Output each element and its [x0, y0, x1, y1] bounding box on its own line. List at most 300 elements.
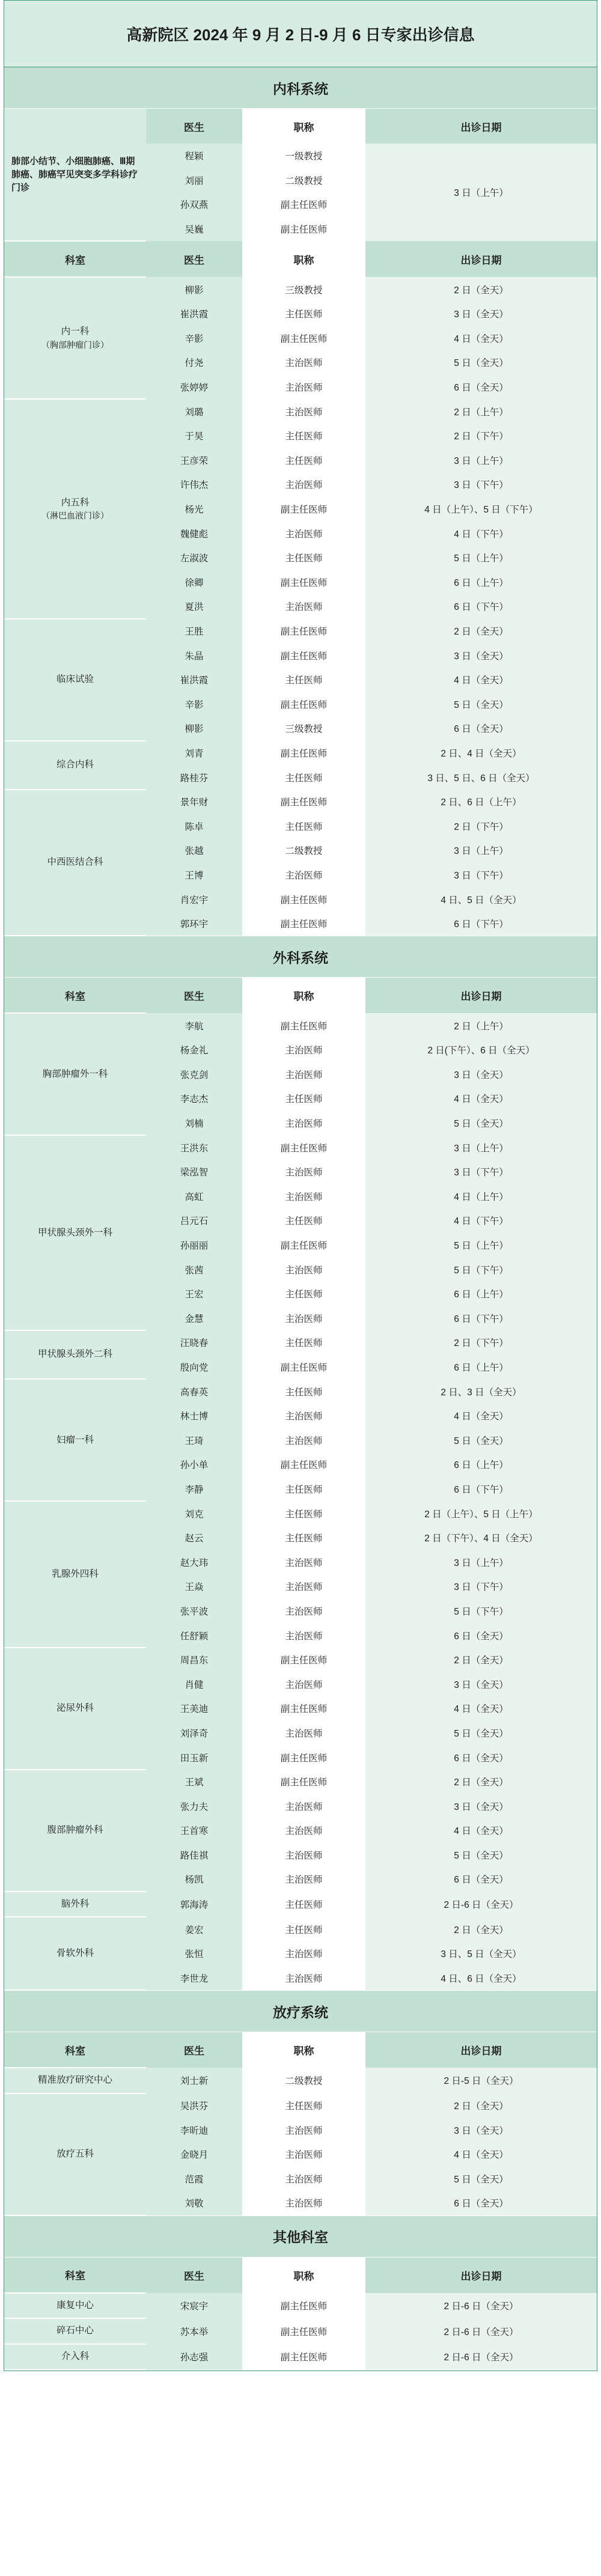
- position-cell: 主治医师: [242, 1404, 365, 1428]
- doctor-cell: 肖宏宇: [146, 887, 242, 912]
- department-cell: [4, 2093, 146, 2215]
- table-row: [4, 2318, 597, 2344]
- position-cell: 主治医师: [242, 1038, 365, 1062]
- doctor-cell: 任舒颖: [146, 1623, 242, 1648]
- doctor-cell: 辛影: [146, 692, 242, 716]
- section-title: 其他科室: [4, 2216, 597, 2258]
- header-date: 出诊日期: [365, 109, 597, 144]
- doctor-cell: 高春英: [146, 1379, 242, 1404]
- table-row: [4, 1892, 597, 1917]
- table-row: [4, 2344, 597, 2370]
- department-cell: [4, 2068, 146, 2093]
- department-name: 精准放疗研究中心: [37, 2075, 112, 2086]
- date-cell: 6 日（全天）: [365, 1867, 597, 1892]
- position-cell: 主治医师: [242, 2118, 365, 2142]
- doctor-cell: 魏健彪: [146, 521, 242, 546]
- department-name: 骨软外科: [56, 1948, 94, 1959]
- date-cell: 2 日（上午）: [365, 1013, 597, 1038]
- date-cell: 3 日（全天）: [365, 1794, 597, 1818]
- department-name: 内一科: [61, 326, 90, 337]
- header-row: [4, 241, 597, 277]
- department-name: 乳腺外四科: [52, 1568, 99, 1579]
- doctor-cell: 张克剑: [146, 1062, 242, 1087]
- department-name: 中西医结合科: [47, 857, 103, 868]
- header-dept: 科室: [4, 978, 146, 1013]
- date-cell: 5 日（上午）: [365, 1233, 597, 1258]
- header-row: [4, 2258, 597, 2293]
- date-cell: 6 日（全天）: [365, 1623, 597, 1648]
- position-cell: 主治医师: [242, 2142, 365, 2167]
- position-cell: 主治医师: [242, 2191, 365, 2215]
- header-doctor: 医生: [146, 978, 242, 1013]
- header-row: [4, 2032, 597, 2068]
- doctor-cell: 王美迪: [146, 1696, 242, 1721]
- department-name: 妇瘤一科: [56, 1434, 94, 1445]
- date-cell: 6 日（下午）: [365, 1477, 597, 1502]
- date-cell: 2 日-6 日（全天）: [365, 2318, 597, 2344]
- doctor-cell: 孙丽丽: [146, 1233, 242, 1258]
- schedule-table: [4, 109, 597, 936]
- date-cell: 5 日（上午）: [365, 546, 597, 570]
- position-cell: 副主任医师: [242, 1233, 365, 1258]
- date-cell: 3 日、5 日（全天）: [365, 1941, 597, 1966]
- department-cell: [4, 619, 146, 741]
- doctor-cell: 王首寒: [146, 1818, 242, 1843]
- position-cell: 副主任医师: [242, 1745, 365, 1770]
- doctor-cell: 张平波: [146, 1599, 242, 1624]
- date-cell: 5 日（全天）: [365, 350, 597, 375]
- position-cell: 副主任医师: [242, 912, 365, 936]
- doctor-cell: 张越: [146, 838, 242, 863]
- doctor-cell: 刘敬: [146, 2191, 242, 2215]
- date-cell: 4 日（全天）: [365, 1696, 597, 1721]
- doctor-cell: 苏本举: [146, 2318, 242, 2344]
- doctor-cell: 于昊: [146, 424, 242, 448]
- date-cell: 6 日（全天）: [365, 375, 597, 400]
- position-cell: 副主任医师: [242, 217, 365, 242]
- position-cell: 副主任医师: [242, 1135, 365, 1160]
- department-cell: [4, 790, 146, 936]
- date-cell: 2 日（下午）、4 日（全天）: [365, 1526, 597, 1550]
- position-cell: 三级教授: [242, 716, 365, 741]
- date-cell: 3 日（全天）: [365, 2118, 597, 2142]
- department-cell: 肺部小结节、小细胞肺癌、Ⅲ期肺癌、肺癌罕见突变多学科诊疗门诊: [4, 109, 146, 241]
- doctor-cell: 刘泽奇: [146, 1721, 242, 1746]
- department-cell: [4, 2344, 146, 2370]
- date-cell: 2 日-6 日（全天）: [365, 1892, 597, 1917]
- department-name: 脑外科: [61, 1898, 90, 1909]
- position-cell: 三级教授: [242, 277, 365, 302]
- date-cell: 6 日（下午）: [365, 594, 597, 619]
- date-cell: 2 日（上午）、5 日（上午）: [365, 1501, 597, 1526]
- doctor-cell: 杨金礼: [146, 1038, 242, 1062]
- doctor-cell: 王斌: [146, 1770, 242, 1794]
- date-cell: 2 日、3 日（全天）: [365, 1379, 597, 1404]
- position-cell: 副主任医师: [242, 497, 365, 522]
- position-cell: 主任医师: [242, 1892, 365, 1917]
- position-cell: 主治医师: [242, 1111, 365, 1136]
- position-cell: 主任医师: [242, 1917, 365, 1941]
- table-row: [4, 1013, 597, 1038]
- position-cell: 主治医师: [242, 1966, 365, 1991]
- department-name: 放疗五科: [56, 2149, 94, 2159]
- header-dept: 科室: [4, 2258, 146, 2293]
- department-name: 胸部肿瘤外一科: [42, 1068, 108, 1079]
- date-cell: 6 日（下午）: [365, 1306, 597, 1331]
- date-cell: 3 日、5 日、6 日（全天）: [365, 765, 597, 790]
- date-cell: 2 日（下午）: [365, 424, 597, 448]
- table-row: [4, 741, 597, 766]
- header-doctor: 医生: [146, 2032, 242, 2068]
- position-cell: 主治医师: [242, 1062, 365, 1087]
- doctor-cell: 刘楠: [146, 1111, 242, 1136]
- department-name: 腹部肿瘤外科: [47, 1825, 103, 1836]
- date-cell: 6 日（上午）: [365, 570, 597, 595]
- doctor-cell: 刘士新: [146, 2068, 242, 2093]
- doctor-cell: 宋宸宇: [146, 2293, 242, 2319]
- position-cell: 主治医师: [242, 1306, 365, 1331]
- position-cell: 主治医师: [242, 594, 365, 619]
- department-cell: [4, 2318, 146, 2344]
- position-cell: 主任医师: [242, 1477, 365, 1502]
- department-cell: [4, 1013, 146, 1135]
- header-date: 出诊日期: [365, 241, 597, 277]
- position-cell: 副主任医师: [242, 741, 365, 766]
- doctor-cell: 辛影: [146, 326, 242, 351]
- department-cell: [4, 1892, 146, 1917]
- position-cell: 副主任医师: [242, 2293, 365, 2319]
- header-doctor: 医生: [146, 2258, 242, 2293]
- department-cell: [4, 1917, 146, 1990]
- department-cell: [4, 277, 146, 399]
- position-cell: 主任医师: [242, 448, 365, 473]
- doctor-cell: 吕元石: [146, 1208, 242, 1233]
- position-cell: 副主任医师: [242, 1696, 365, 1721]
- department-subtitle: （胸部肿瘤门诊）: [41, 340, 109, 350]
- date-cell: 3 日（上午）: [365, 838, 597, 863]
- position-cell: 主治医师: [242, 1867, 365, 1892]
- position-cell: 主治医师: [242, 350, 365, 375]
- position-cell: 副主任医师: [242, 326, 365, 351]
- position-cell: 主任医师: [242, 814, 365, 838]
- position-cell: 二级教授: [242, 838, 365, 863]
- date-cell: 2 日（上午）: [365, 399, 597, 424]
- position-cell: 主治医师: [242, 521, 365, 546]
- date-cell: 3 日（下午）: [365, 472, 597, 497]
- date-cell: 5 日（全天）: [365, 1721, 597, 1746]
- date-cell: 5 日（全天）: [365, 1111, 597, 1136]
- position-cell: 副主任医师: [242, 2318, 365, 2344]
- header-position: 职称: [242, 2032, 365, 2068]
- doctor-cell: 王洪东: [146, 1135, 242, 1160]
- doctor-cell: 吴巍: [146, 217, 242, 242]
- date-cell: 3 日（上午）: [365, 1135, 597, 1160]
- table-row: [4, 399, 597, 424]
- department-name: 甲状腺头颈外二科: [37, 1349, 112, 1360]
- doctor-cell: 殷向党: [146, 1355, 242, 1380]
- doctor-cell: 吴洪芬: [146, 2093, 242, 2118]
- header-position: 职称: [242, 978, 365, 1013]
- doctor-cell: 李静: [146, 1477, 242, 1502]
- doctor-cell: 王彦荣: [146, 448, 242, 473]
- table-row: [4, 790, 597, 814]
- department-cell: [4, 1135, 146, 1330]
- header-row: [4, 109, 597, 144]
- position-cell: 主任医师: [242, 424, 365, 448]
- doctor-cell: 王博: [146, 863, 242, 888]
- date-cell: 3 日（全天）: [365, 1672, 597, 1696]
- department-cell: [4, 2293, 146, 2319]
- position-cell: 二级教授: [242, 168, 365, 193]
- position-cell: 主治医师: [242, 375, 365, 400]
- position-cell: 副主任医师: [242, 1770, 365, 1794]
- section-title: 内科系统: [4, 67, 597, 109]
- table-row: [4, 1501, 597, 1526]
- doctor-cell: 张茜: [146, 1257, 242, 1282]
- schedule-table: [4, 2032, 597, 2216]
- position-cell: 主治医师: [242, 1672, 365, 1696]
- doctor-cell: 刘丽: [146, 168, 242, 193]
- date-cell: 4 日、5 日（全天）: [365, 887, 597, 912]
- date-cell: 2 日-5 日（全天）: [365, 2068, 597, 2093]
- doctor-cell: 肖健: [146, 1672, 242, 1696]
- department-cell: [4, 1330, 146, 1379]
- doctor-cell: 付尧: [146, 350, 242, 375]
- date-cell: 6 日（全天）: [365, 2191, 597, 2215]
- doctor-cell: 许伟杰: [146, 472, 242, 497]
- table-row: [4, 1648, 597, 1672]
- table-row: [4, 2093, 597, 2118]
- position-cell: 副主任医师: [242, 1013, 365, 1038]
- position-cell: 主治医师: [242, 1599, 365, 1624]
- doctor-cell: 李昕迪: [146, 2118, 242, 2142]
- position-cell: 主治医师: [242, 1721, 365, 1746]
- doctor-cell: 赵大玮: [146, 1550, 242, 1574]
- date-cell: 6 日（上午）: [365, 1452, 597, 1477]
- date-cell: 2 日（下午）: [365, 1330, 597, 1355]
- date-cell: 4 日（上午）: [365, 1184, 597, 1209]
- schedule-table: [4, 2258, 597, 2370]
- table-row: [4, 1379, 597, 1404]
- department-cell: [4, 1648, 146, 1770]
- department-name: 内五科: [61, 497, 90, 508]
- doctor-cell: 柳影: [146, 716, 242, 741]
- doctor-cell: 郭海涛: [146, 1892, 242, 1917]
- position-cell: 副主任医师: [242, 643, 365, 668]
- date-cell: 6 日（全天）: [365, 1745, 597, 1770]
- doctor-cell: 程颖: [146, 144, 242, 168]
- date-cell: 6 日（上午）: [365, 1355, 597, 1380]
- schedule-table: [4, 978, 597, 1991]
- department-cell: [4, 1379, 146, 1501]
- date-cell: 3 日（下午）: [365, 863, 597, 888]
- doctor-cell: 刘克: [146, 1501, 242, 1526]
- doctor-cell: 郭环宇: [146, 912, 242, 936]
- doctor-cell: 朱晶: [146, 643, 242, 668]
- date-cell: 2 日（全天）: [365, 619, 597, 644]
- date-cell: 6 日（下午）: [365, 912, 597, 936]
- date-cell: 2 日(下午）、6 日（全天）: [365, 1038, 597, 1062]
- doctor-cell: 刘璐: [146, 399, 242, 424]
- position-cell: 主任医师: [242, 1282, 365, 1306]
- table-row: [4, 277, 597, 302]
- position-cell: 副主任医师: [242, 192, 365, 217]
- doctor-cell: 徐卿: [146, 570, 242, 595]
- header-position: 职称: [242, 241, 365, 277]
- date-cell: 4 日（全天）: [365, 2142, 597, 2167]
- doctor-cell: 汪晓春: [146, 1330, 242, 1355]
- doctor-cell: 周昌东: [146, 1648, 242, 1672]
- position-cell: 副主任医师: [242, 1648, 365, 1672]
- department-name: 泌尿外科: [56, 1703, 94, 1714]
- doctor-cell: 柳影: [146, 277, 242, 302]
- date-cell: 5 日（全天）: [365, 1843, 597, 1868]
- doctor-cell: 陈卓: [146, 814, 242, 838]
- position-cell: 一级教授: [242, 144, 365, 168]
- section-title: 外科系统: [4, 936, 597, 978]
- doctor-cell: 王焱: [146, 1574, 242, 1599]
- department-cell: [4, 399, 146, 618]
- doctor-cell: 左淑波: [146, 546, 242, 570]
- position-cell: 主任医师: [242, 1086, 365, 1111]
- section-title: 放疗系统: [4, 1991, 597, 2032]
- date-cell: 4 日（全天）: [365, 668, 597, 692]
- date-cell: 4 日（全天）: [365, 1404, 597, 1428]
- department-name: 康复中心: [56, 2300, 94, 2310]
- date-cell: 2 日-6 日（全天）: [365, 2293, 597, 2319]
- table-row: [4, 619, 597, 644]
- date-cell: 5 日（全天）: [365, 692, 597, 716]
- department-name: 碎石中心: [56, 2325, 94, 2336]
- doctor-cell: 刘青: [146, 741, 242, 766]
- doctor-cell: 路佳祺: [146, 1843, 242, 1868]
- doctor-cell: 孙小单: [146, 1452, 242, 1477]
- date-cell: 3 日（全天）: [365, 643, 597, 668]
- date-cell: 2 日、6 日（上午）: [365, 790, 597, 814]
- doctor-cell: 张恒: [146, 1941, 242, 1966]
- position-cell: 主治医师: [242, 1818, 365, 1843]
- doctor-cell: 杨光: [146, 497, 242, 522]
- header-doctor: 医生: [146, 109, 242, 144]
- doctor-cell: 梁泓智: [146, 1160, 242, 1184]
- date-cell: 6 日（全天）: [365, 716, 597, 741]
- position-cell: 主治医师: [242, 1184, 365, 1209]
- position-cell: 主治医师: [242, 399, 365, 424]
- date-cell: 5 日（全天）: [365, 2167, 597, 2191]
- date-cell: 4 日（全天）: [365, 326, 597, 351]
- doctor-cell: 李世龙: [146, 1966, 242, 1991]
- date-cell: 3 日（下午）: [365, 1160, 597, 1184]
- position-cell: 副主任医师: [242, 887, 365, 912]
- doctor-cell: 崔洪霞: [146, 668, 242, 692]
- date-cell: 2 日（下午）: [365, 814, 597, 838]
- position-cell: 副主任医师: [242, 692, 365, 716]
- position-cell: 副主任医师: [242, 1452, 365, 1477]
- header-dept: 科室: [4, 2032, 146, 2068]
- date-cell: 2 日、4 日（全天）: [365, 741, 597, 766]
- doctor-cell: 李志杰: [146, 1086, 242, 1111]
- date-cell: 2 日（全天）: [365, 1770, 597, 1794]
- date-cell: 2 日-6 日（全天）: [365, 2344, 597, 2370]
- doctor-cell: 孙志强: [146, 2344, 242, 2370]
- date-cell: 2 日（全天）: [365, 277, 597, 302]
- position-cell: 主任医师: [242, 546, 365, 570]
- position-cell: 主任医师: [242, 765, 365, 790]
- position-cell: 主治医师: [242, 1623, 365, 1648]
- department-cell: [4, 1770, 146, 1892]
- doctor-cell: 王宏: [146, 1282, 242, 1306]
- date-cell: 5 日（全天）: [365, 1428, 597, 1453]
- table-row: [4, 1917, 597, 1941]
- table-row: [4, 1770, 597, 1794]
- date-cell: 3 日（全天）: [365, 1062, 597, 1087]
- position-cell: 主治医师: [242, 1843, 365, 1868]
- position-cell: 主任医师: [242, 668, 365, 692]
- doctor-cell: 路桂芬: [146, 765, 242, 790]
- date-cell: 3 日（上午）: [365, 448, 597, 473]
- department-name: 甲状腺头颈外一科: [37, 1227, 112, 1238]
- position-cell: 主任医师: [242, 1379, 365, 1404]
- doctor-cell: 金慧: [146, 1306, 242, 1331]
- position-cell: 主任医师: [242, 1330, 365, 1355]
- header-row: [4, 978, 597, 1013]
- position-cell: 主任医师: [242, 1526, 365, 1550]
- date-cell: 2 日（全天）: [365, 2093, 597, 2118]
- position-cell: 二级教授: [242, 2068, 365, 2093]
- department-cell: [4, 741, 146, 790]
- header-position: 职称: [242, 2258, 365, 2293]
- position-cell: 副主任医师: [242, 790, 365, 814]
- date-cell: 4 日（上午）、5 日（下午）: [365, 497, 597, 522]
- header-doctor: 医生: [146, 241, 242, 277]
- position-cell: 主任医师: [242, 302, 365, 326]
- doctor-cell: 景年财: [146, 790, 242, 814]
- doctor-cell: 张力夫: [146, 1794, 242, 1818]
- doctor-cell: 王胜: [146, 619, 242, 644]
- header-date: 出诊日期: [365, 2032, 597, 2068]
- date-cell: 3 日（全天）: [365, 302, 597, 326]
- date-cell: 4 日（全天）: [365, 1818, 597, 1843]
- date-cell: 4 日、6 日（全天）: [365, 1966, 597, 1991]
- date-cell: 6 日（上午）: [365, 1282, 597, 1306]
- date-cell: 4 日（全天）: [365, 1086, 597, 1111]
- doctor-cell: 林士博: [146, 1404, 242, 1428]
- doctor-cell: 金晓月: [146, 2142, 242, 2167]
- date-cell: 5 日（下午）: [365, 1257, 597, 1282]
- doctor-cell: 田玉新: [146, 1745, 242, 1770]
- header-dept: 科室: [4, 241, 146, 277]
- department-name: 介入科: [61, 2351, 90, 2361]
- date-cell: 4 日（下午）: [365, 1208, 597, 1233]
- header-date: 出诊日期: [365, 978, 597, 1013]
- doctor-cell: 李航: [146, 1013, 242, 1038]
- position-cell: 主治医师: [242, 863, 365, 888]
- position-cell: 主任医师: [242, 2093, 365, 2118]
- doctor-cell: 高虹: [146, 1184, 242, 1209]
- position-cell: 副主任医师: [242, 2344, 365, 2370]
- position-cell: 主治医师: [242, 1160, 365, 1184]
- department-name: 临床试验: [56, 674, 94, 684]
- table-row: [4, 1135, 597, 1160]
- doctor-cell: 赵云: [146, 1526, 242, 1550]
- position-cell: 主任医师: [242, 1208, 365, 1233]
- position-cell: 主治医师: [242, 1550, 365, 1574]
- position-cell: 副主任医师: [242, 570, 365, 595]
- date-cell: 2 日（全天）: [365, 1917, 597, 1941]
- position-cell: 主治医师: [242, 1428, 365, 1453]
- date-cell: 4 日（下午）: [365, 521, 597, 546]
- position-cell: 主治医师: [242, 1574, 365, 1599]
